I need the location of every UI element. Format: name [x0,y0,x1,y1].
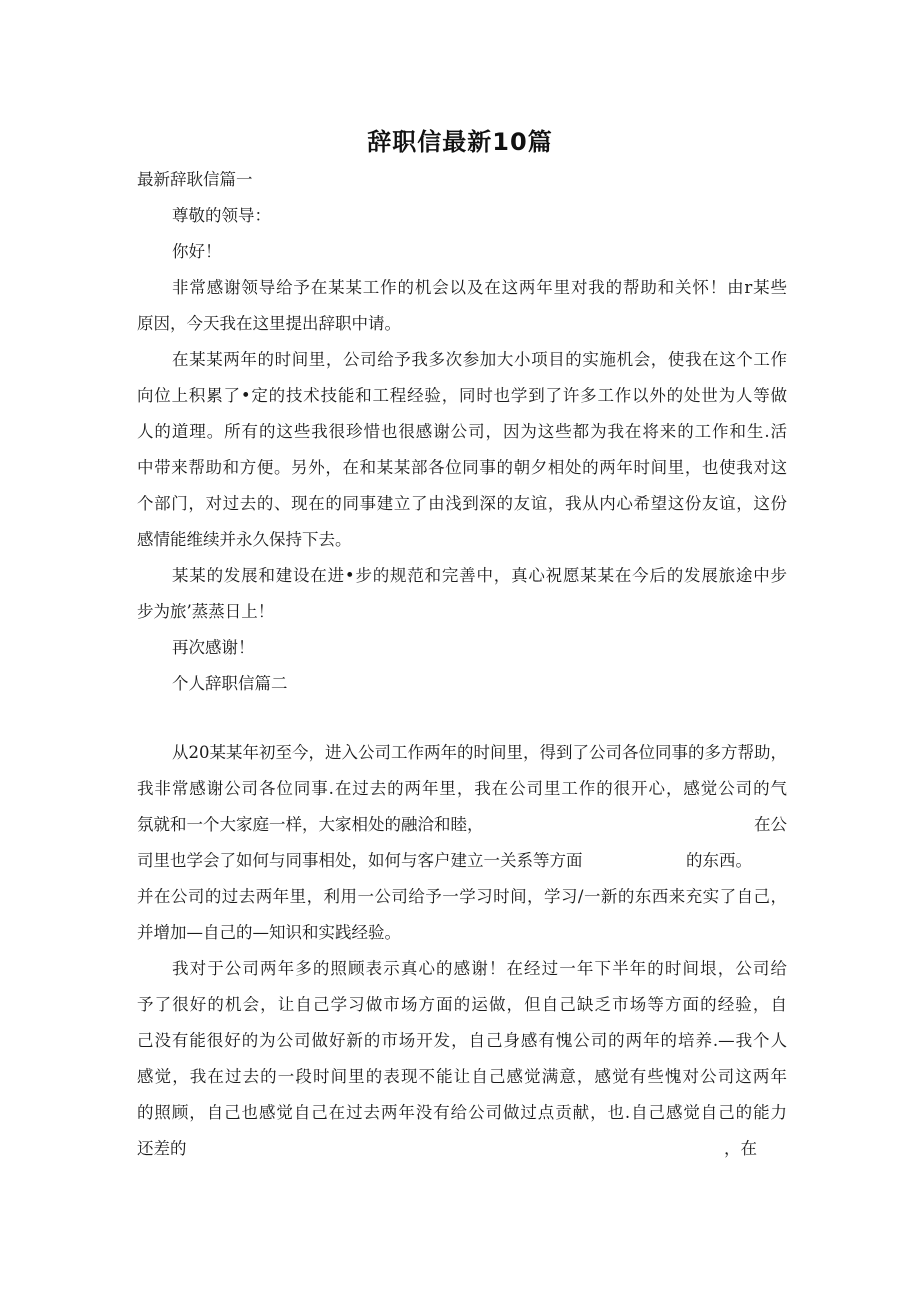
line-segment: 司里也学会了如何与同事相处，如何与客户建立一关系等方面 [137,851,583,870]
line-segment: 氛就和一个大家庭一样，大家相处的融洽和睦， [137,815,484,834]
paragraph-line: 人的道理。所有的这些我很珍惜也很感谢公司，因为这些都为我在将来的工作和生.活 [137,422,787,441]
line-segment: 在公 [754,815,787,834]
paragraph-line: 某某的发展和建设在进•步的规范和完善中，真心祝愿某某在今后的发展旅途中步 [172,566,787,585]
section-heading-1: 最新辞耿信篇一 [137,170,253,189]
paragraph-line: 我非常感谢公司各位同事.在过去的两年里，我在公司里工作的很开心，感觉公司的气 [137,779,787,798]
paragraph-line: 并在公司的过去两年里，利用一公司给予一学习时间，学习/一新的东西来充实了自己， [137,887,787,906]
paragraph-line: 个部门，对过去的、现在的同事建立了由浅到深的友谊，我从内心希望这份友谊，这份 [137,494,787,513]
paragraph-line: 从20某某年初至今，进入公司工作两年的时间里，得到了公司各位同事的多方帮助， [172,743,787,762]
paragraph-line: 己没有能很好的为公司做好新的市场开发，自己身感有愧公司的两年的培养.—我个人 [137,1031,787,1050]
paragraph-line: 并增加—自己的—知识和实践经验。 [137,923,401,942]
paragraph-line: 在某某两年的时间里，公司给予我多次参加大小项目的实施机会，使我在这个工作 [172,350,787,369]
paragraph-line: 中带来帮助和方便。另外，在和某某部各位同事的朝夕相处的两年时间里，也使我对这 [137,458,787,477]
paragraph-line-gapped [137,1137,757,1161]
paragraph-line: 予了很好的机会，让自己学习做市场方面的运做，但自己缺乏市场等方面的经验，自 [137,995,787,1014]
section-heading-2: 个人辞职信篇二 [172,674,288,693]
paragraph-line: 感觉，我在过去的一段时间里的表现不能让自己感觉满意，感觉有些愧对公司这两年 [137,1067,787,1086]
paragraph-line: 非常感谢领导给予在某某工作的机会以及在这两年里对我的帮助和关怀！由r某些 [172,278,787,297]
paragraph-line-gapped [137,849,787,873]
paragraph-line: 我对于公司两年多的照顾表示真心的感谢！在经过一年下半年的时间垠，公司给 [172,959,787,978]
greeting: 你好！ [172,242,222,261]
paragraph-line: 感情能维续并永久保持下去。 [137,530,352,549]
closing-thanks: 再次感谢！ [172,638,255,657]
paragraph-line: 的照顾，自己也感觉自己在过去两年没有给公司做过点贡献，也.自己感觉自己的能力 [137,1103,787,1122]
salutation: 尊敬的领导： [172,206,271,225]
line-segment: 的东西。 [686,851,752,870]
paragraph-line: 向位上积累了•定的技术技能和工程经验，同时也学到了许多工作以外的处世为人等做 [137,386,787,405]
paragraph-line-gapped [137,813,787,837]
paragraph-line: 步为旅’蒸蒸日上！ [137,602,275,621]
document-title: 辞职信最新10篇 [367,128,553,156]
line-segment: 还差的 [137,1139,187,1158]
paragraph-line: 原因，今天我在这里提出辞职中请。 [137,314,401,333]
line-segment: ，在 [724,1139,757,1158]
